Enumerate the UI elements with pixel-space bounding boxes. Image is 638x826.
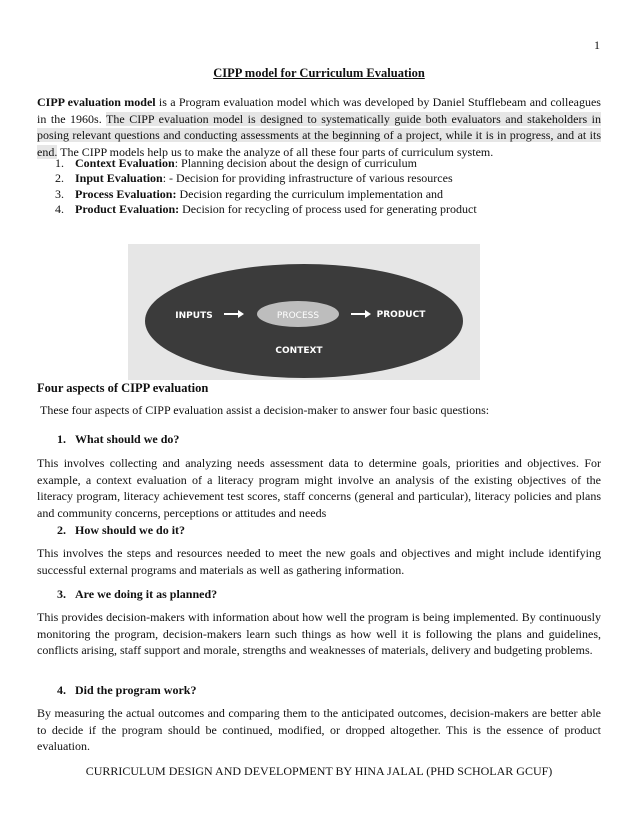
question-heading	[57, 587, 217, 602]
question-text: How should we do it?	[75, 523, 186, 537]
question-text: What should we do?	[75, 432, 180, 446]
page-footer: CURRICULUM DESIGN AND DEVELOPMENT BY HINA JALAL (PHD SCHOLAR GCUF)	[85, 764, 553, 778]
question-number: 2.	[57, 523, 66, 537]
component-desc: Decision for recycling of process used for generating product	[179, 201, 477, 216]
intro-bold-term: CIPP evaluation model	[37, 95, 156, 109]
answer-paragraph: This involves the steps and resources needed to meet the new goals and objectives and might include identifying successful external programs and materials as well as gathering information.	[37, 546, 601, 577]
component-name: Context Evaluation	[75, 156, 175, 170]
component-desc: : - Decision for providing infrastructure of various resources	[162, 171, 453, 186]
question-number: 4.	[57, 683, 66, 697]
component-item	[55, 156, 477, 171]
question-text: Did the program work?	[75, 683, 197, 697]
intro-highlight: The CIPP evaluation model is designed to systematically guide both evaluators and stakeholders in posing relevant questions and conducting assessments at the beginning of a project, while it is in progress, and at its end.	[37, 111, 601, 159]
question-heading	[57, 523, 185, 538]
question-heading	[57, 683, 196, 698]
intro-paragraph	[37, 94, 601, 160]
answer-paragraph: This involves collecting and analyzing needs assessment data to determine goals, priorities and objectives. For example, a context evaluation of a literacy program might involve an analysis of the existing objectives of the literacy program, literacy achievement test scores, staff concerns (general and particular), literacy policies and plans and community concerns, perceptions or attitudes and needs	[37, 456, 601, 520]
inputs-label: INPUTS	[175, 311, 213, 321]
component-name: Input Evaluation	[75, 171, 163, 186]
component-item	[55, 171, 477, 186]
component-name: Product Evaluation:	[75, 201, 180, 216]
question-text: Are we doing it as planned?	[75, 587, 218, 601]
question-number: 1.	[57, 432, 66, 446]
cipp-diagram	[128, 244, 480, 380]
answer-paragraph: This provides decision-makers with information about how well the program is being implemented. By continuously monitoring the program, decision-makers learn such things as how well it is following the plans and guidelines, conflicts arising, staff support and morale, strengths and weaknesses of materials, delivery and budgeting problems.	[37, 610, 601, 657]
intro-text-1: is a Program evaluation model which was developed by Daniel Stufflebeam and colleagues in the 1960s.	[37, 95, 601, 126]
question-number: 3.	[57, 587, 66, 601]
component-name: Process Evaluation:	[75, 186, 177, 201]
question-heading	[57, 432, 179, 447]
component-item	[55, 202, 477, 217]
component-number: 2.	[55, 171, 64, 186]
component-item	[55, 187, 477, 202]
component-number: 3.	[55, 186, 64, 201]
page-number: 1	[594, 38, 600, 52]
component-desc: Decision regarding the curriculum implementation and	[176, 186, 444, 201]
component-desc: : Planning decision about the design of curriculum	[174, 156, 417, 170]
aspects-intro: These four aspects of CIPP evaluation assist a decision-maker to answer four basic questions:	[40, 403, 490, 417]
context-label: CONTEXT	[275, 346, 323, 356]
product-label: PRODUCT	[376, 310, 426, 320]
document-title: CIPP model for Curriculum Evaluation	[213, 66, 425, 80]
intro-text-2: The CIPP models help us to make the analyze of all these four parts of curriculum system.	[57, 144, 494, 159]
process-label: PROCESS	[276, 311, 320, 321]
component-number: 1.	[55, 156, 64, 170]
components-list	[55, 156, 477, 217]
cipp-diagram-svg	[128, 244, 480, 380]
answer-paragraph: By measuring the actual outcomes and comparing them to the anticipated outcomes, decision-makers are better able to decide if the program should be continued, modified, or dropped altogether. This is the essence of product evaluation.	[37, 706, 601, 753]
component-number: 4.	[55, 201, 64, 216]
aspects-heading: Four aspects of CIPP evaluation	[37, 381, 209, 395]
